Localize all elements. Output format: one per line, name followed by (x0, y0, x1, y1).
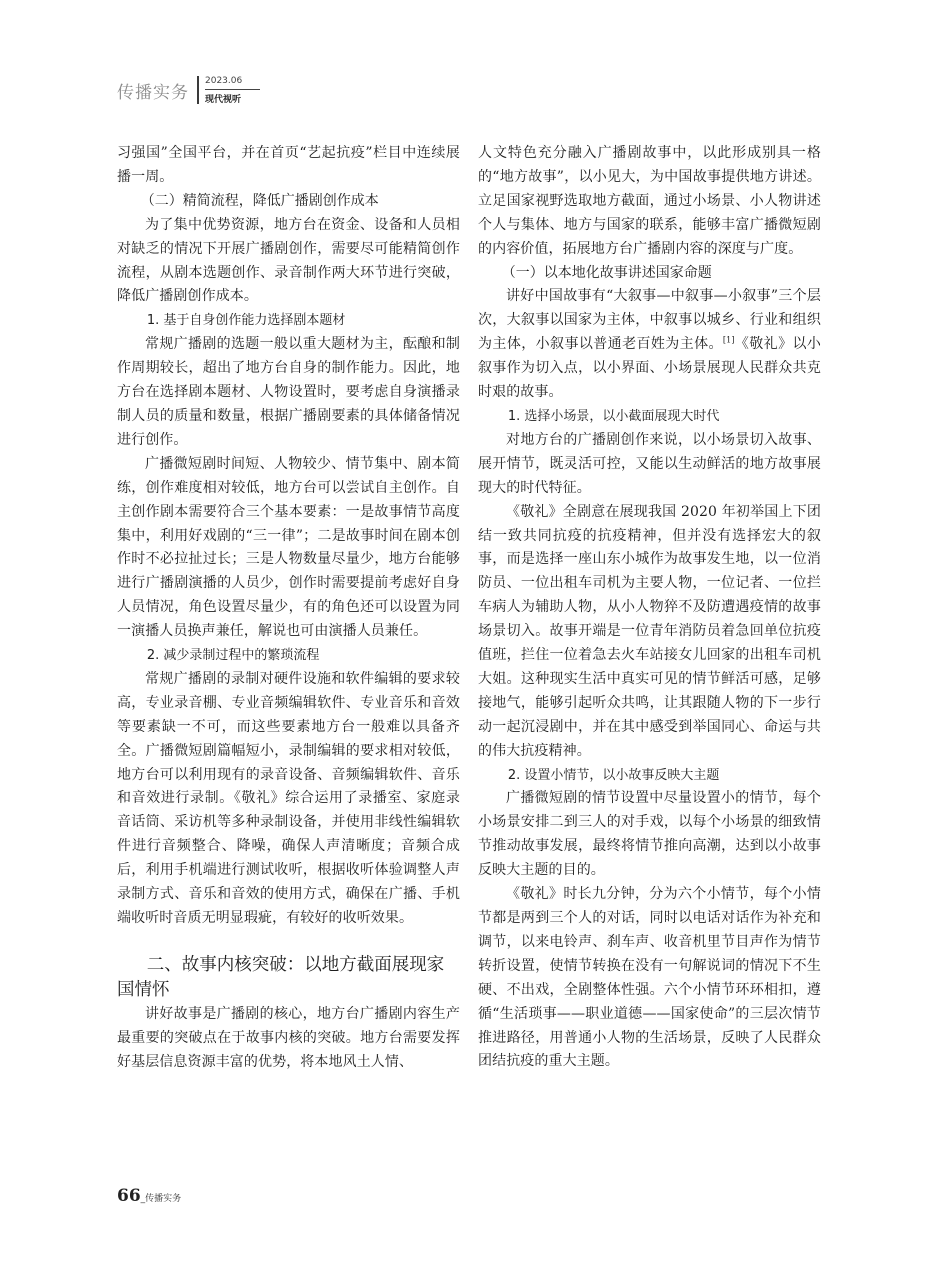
paragraph: 习强国”全国平台，并在首页“艺起抗疫”栏目中连续展播一周。 (117, 145, 460, 185)
paragraph: 对地方台的广播剧创作来说，以小场景切入故事、展开情节，既灵活可控，又能以生动鲜活的地方故事展现大的时代特征。 (478, 431, 821, 496)
header-magazine-name: 现代视听 (205, 95, 242, 105)
sub-subsection-heading: 2. 减少录制过程中的繁琐流程 (146, 648, 320, 664)
paragraph: 常规广播剧的选题一般以重大题材为主，酝酿和制作周期较长，超出了地方台自身的制作能力。因此，地方台在选择剧本题材、人物设置时，要考虑自身演播录制人员的质量和数量，根据广播剧要素的具体储备情况进行创作。 (117, 336, 460, 448)
paragraph: 人文特色充分融入广播剧故事中，以此形成别具一格的“地方故事”，以小见大，为中国故事提供地方讲述。立足国家视野选取地方截面，通过小场景、小人物讲述个人与集体、地方与国家的联系，能够丰富广播微短剧的内容价值，拓展地方台广播剧内容的深度与广度。 (478, 145, 821, 257)
paragraph-text: 《敬礼》以小叙事作为切入点，以小界面、小场景展现人民群众共克时艰的故事。 (478, 336, 822, 401)
paragraph-text: 讲好中国故事有“大叙事—中叙事—小叙事”三个层次，大叙事以国家为主体，中叙事以城乡、行业和组织为主体，小叙事以普通老百姓为主体。 (478, 288, 821, 353)
page-number: 66 (117, 1186, 141, 1206)
paragraph: 《敬礼》时长九分钟，分为六个小情节，每个小情节都是两到三个人的对话，同时以电话对话作为补充和调节，以来电铃声、刹车声、收音机里节目声作为情节转折设置，使情节转换在没有一句解说词的情况下不生硬、不出戏，全剧整体性强。六个小情节环环相扣，遵循“生活琐事——职业道德——国家使命”的三层次情节推进路径，用普通小人物的生活场景，反映了人民群众团结抗疫的重大主题。 (478, 886, 821, 1070)
subsection-heading: （二）精简流程，降低广播剧创作成本 (140, 192, 379, 209)
sub-subsection-heading: 1. 选择小场景，以小截面展现大时代 (507, 408, 720, 424)
subsection-heading: （一）以本地化故事讲述国家命题 (501, 264, 712, 281)
section-heading: 二、故事内核突破：以地方截面展现家国情怀 (117, 954, 445, 1000)
sub-subsection-heading: 1. 基于自身创作能力选择剧本题材 (146, 313, 346, 329)
paragraph: 常规广播剧的录制对硬件设施和软件编辑的要求较高，专业录音棚、专业音频编辑软件、专业音乐和音效等要素缺一不可，而这些要素地方台一般难以具备齐全。广播微短剧篇幅短小，录制编辑的要求相对较低，地方台可以利用现有的录音设备、音频编辑软件、音乐和音效进行录制。《敬礼》综合运用了录播室、家庭录音话筒、采访机等多种录制设备，并使用非线性编辑软件进行音频整合、降噪，确保人声清晰度；音频合成后，利用手机端进行测试收听，根据收听体验调整人声录制方式、音乐和音效的使用方式，确保在广播、手机端收听时音质无明显瑕疵，有较好的收听效果。 (117, 670, 460, 926)
header-section-title: 传播实务 (117, 83, 189, 103)
header-rule (205, 89, 260, 90)
paragraph (478, 285, 821, 405)
citation-reference: [1] (722, 335, 735, 345)
left-column (117, 142, 460, 1075)
paragraph: 《敬礼》全剧意在展现我国 2020 年初举国上下团结一致共同抗疫的抗疫精神，但并没有选择宏大的叙事，而是选择一座山东小城作为故事发生地，以一位消防员、一位出租车司机为主要人物，一位记者、一位拦车病人为辅助人物，从小人物猝不及防遭遇疫情的故事场景切入。故事开端是一位青年消防员着急回单位抗疫值班，拦住一位着急去火车站接女儿回家的出租车司机大姐。这种现实生活中真实可见的情节鲜活可感，足够接地气，能够引起听众共鸣，让其跟随人物的下一步行动一起沉浸剧中，并在其中感受到举国同心、命运与共的伟大抗疫精神。 (478, 503, 821, 759)
sub-subsection-heading: 2. 设置小情节，以小故事反映大主题 (507, 767, 720, 783)
header-issue-date: 2023.06 (205, 76, 243, 86)
paragraph: 广播微短剧时间短、人物较少、情节集中、剧本简练，创作难度相对较低，地方台可以尝试自主创作。自主创作剧本需要符合三个基本要素：一是故事情节高度集中，利用好戏剧的“三一律”；二是故事时间在剧本创作时不必拉扯过长；三是人物数量尽量少，地方台能够进行广播剧演播的人员少，创作时需要提前考虑好自身人员情况，角色设置尽量少，有的角色还可以设置为同一演播人员换声兼任，解说也可由演播人员兼任。 (117, 455, 460, 640)
page-footer (117, 1186, 181, 1206)
paragraph: 讲好故事是广播剧的核心，地方台广播剧内容生产最重要的突破点在于故事内核的突破。地方台需要发挥好基层信息资源丰富的优势，将本地风土人情、 (117, 1005, 460, 1070)
paragraph: 广播微短剧的情节设置中尽量设置小的情节，每个小场景安排二到三人的对手戏，以每个小场景的细致情节推动故事发展，最终将情节推向高潮，达到以小故事反映大主题的目的。 (478, 790, 821, 879)
header-divider (197, 76, 199, 104)
paragraph: 为了集中优势资源，地方台在资金、设备和人员相对缺乏的情况下开展广播剧创作，需要尽可能精简创作流程，从剧本选题创作、录音制作两大环节进行突破，降低广播剧创作成本。 (117, 216, 460, 305)
footer-section-label: _传播实务 (140, 1194, 182, 1204)
right-column (478, 142, 821, 1074)
